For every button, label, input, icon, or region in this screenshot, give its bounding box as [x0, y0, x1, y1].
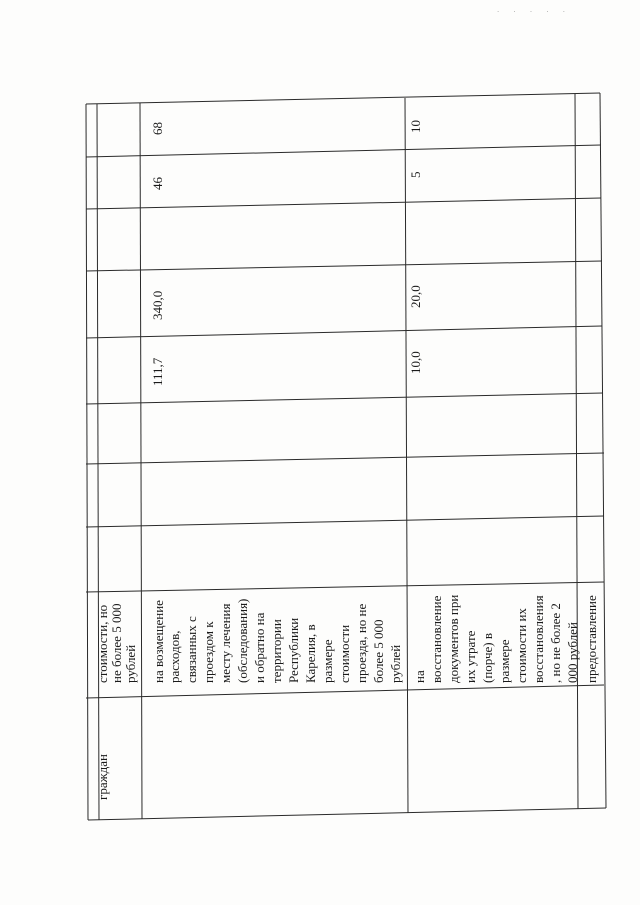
r2-line: территории [269, 619, 284, 683]
r3-line: на [412, 670, 427, 683]
r3-line: , но не более 2 [548, 603, 563, 683]
r3-value-b: 20,0 [408, 285, 423, 308]
r3-line: восстановление [429, 595, 444, 683]
r3-line: (порче) в [480, 633, 495, 683]
r4-line: предоставление [584, 595, 599, 683]
r2-line: и обратно на [252, 612, 267, 683]
r2-line: проездом к [201, 621, 216, 683]
scan-marks: · · · · · [497, 8, 572, 16]
r3-line: стоимости их [514, 608, 529, 683]
r2-value-b: 340,0 [150, 290, 165, 320]
row3-description [412, 595, 580, 683]
r3-line: их утрате [463, 630, 478, 683]
r2-line: стоимости [337, 624, 352, 683]
r2-line: (обследования) [235, 598, 250, 683]
r2-value-a: 111,7 [150, 357, 165, 386]
r3-line: документов при [446, 594, 461, 683]
r2-line: более 5 000 [371, 619, 386, 683]
row2-description [151, 599, 403, 683]
row1-description [95, 604, 138, 683]
r3-value-c: 5 [408, 171, 423, 178]
r2-line: месту лечения [218, 603, 233, 683]
row2-values [150, 122, 165, 386]
r3-line: размере [497, 639, 512, 683]
r2-value-c: 46 [150, 177, 165, 190]
r3-line: 000 рублей [565, 622, 580, 683]
r3-value-d: 10 [408, 120, 423, 133]
row3-values [408, 120, 423, 374]
r2-line: связанных с [184, 616, 199, 683]
r2-line: рублей [388, 644, 403, 683]
r1-line: стоимости, но [95, 604, 110, 683]
r1-line: не более 5 000 [109, 603, 124, 683]
r3-value-a: 10,0 [408, 351, 423, 374]
r2-line: расходов, [167, 630, 182, 683]
r1-line: рублей [123, 644, 138, 683]
r2-line: на возмещение [151, 600, 166, 683]
r3-line: восстановления [531, 595, 546, 683]
r2-value-d: 68 [150, 122, 165, 135]
r2-line: проезда, но не [354, 603, 369, 683]
table-grid [86, 93, 606, 820]
row-label: граждан [95, 754, 110, 800]
r2-line: Республики [286, 617, 301, 683]
r2-line: Карелия, в [303, 624, 318, 683]
r2-line: размере [320, 639, 335, 683]
